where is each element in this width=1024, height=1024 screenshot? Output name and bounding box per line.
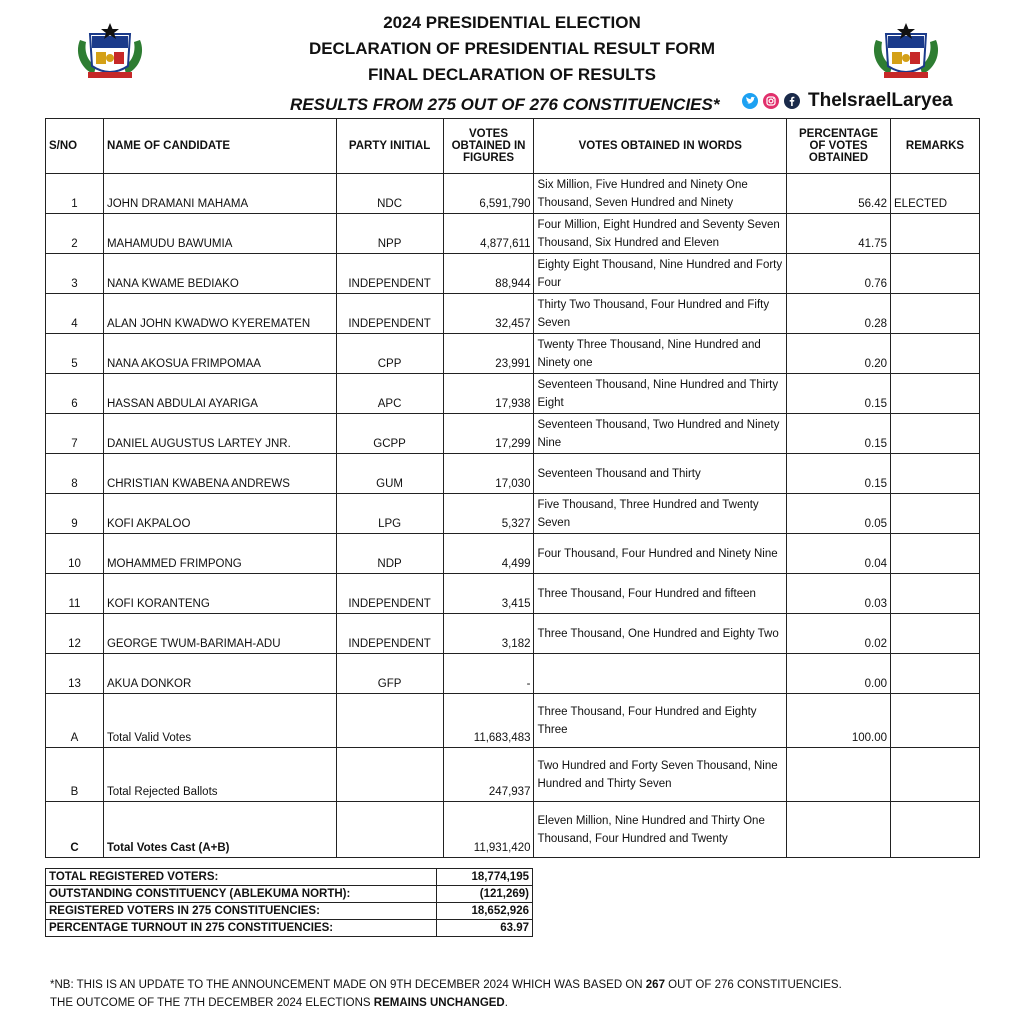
header-party-initial: PARTY INITIAL bbox=[336, 119, 443, 174]
table-row bbox=[46, 534, 980, 574]
table-row bbox=[46, 414, 980, 454]
cell-percentage: 0.03 bbox=[787, 574, 891, 614]
summary-row bbox=[46, 903, 533, 920]
cell-percentage: 0.00 bbox=[787, 654, 891, 694]
cell-sno: 12 bbox=[46, 614, 104, 654]
table-row bbox=[46, 374, 980, 414]
cell-candidate-name: MOHAMMED FRIMPONG bbox=[103, 534, 336, 574]
cell-candidate-name: NANA AKOSUA FRIMPOMAA bbox=[103, 334, 336, 374]
cell-votes-figures: 3,182 bbox=[443, 614, 534, 654]
cell-percentage: 41.75 bbox=[787, 214, 891, 254]
cell-percentage: 0.15 bbox=[787, 454, 891, 494]
cell-percentage: 56.42 bbox=[787, 174, 891, 214]
cell-votes-figures: 11,683,483 bbox=[443, 694, 534, 748]
cell-votes-words: Six Million, Five Hundred and Ninety One Thousand, Seven Hundred and Ninety bbox=[534, 174, 787, 214]
cell-candidate-name: ALAN JOHN KWADWO KYEREMATEN bbox=[103, 294, 336, 334]
form-header bbox=[0, 10, 1024, 88]
voter-summary-table bbox=[45, 868, 533, 937]
cell-votes-figures: 23,991 bbox=[443, 334, 534, 374]
cell-party: GCPP bbox=[336, 414, 443, 454]
cell-party: NPP bbox=[336, 214, 443, 254]
cell-remarks bbox=[891, 802, 980, 858]
summary-label: OUTSTANDING CONSTITUENCY (ABLEKUMA NORTH): bbox=[46, 886, 437, 903]
cell-votes-words: Eighty Eight Thousand, Nine Hundred and Forty Four bbox=[534, 254, 787, 294]
cell-votes-figures: 5,327 bbox=[443, 494, 534, 534]
cell-percentage bbox=[787, 802, 891, 858]
cell-votes-figures: 3,415 bbox=[443, 574, 534, 614]
cell-sno: 9 bbox=[46, 494, 104, 534]
totals-row bbox=[46, 748, 980, 802]
cell-candidate-name: DANIEL AUGUSTUS LARTEY JNR. bbox=[103, 414, 336, 454]
cell-candidate-name: AKUA DONKOR bbox=[103, 654, 336, 694]
cell-percentage: 0.02 bbox=[787, 614, 891, 654]
cell-remarks bbox=[891, 654, 980, 694]
cell-votes-words: Three Thousand, One Hundred and Eighty Two bbox=[534, 614, 787, 654]
title-line-3: FINAL DECLARATION OF RESULTS bbox=[367, 65, 657, 84]
cell-candidate-name: NANA KWAME BEDIAKO bbox=[103, 254, 336, 294]
cell-party: INDEPENDENT bbox=[336, 574, 443, 614]
cell-remarks: ELECTED bbox=[891, 174, 980, 214]
cell-votes-words: Four Thousand, Four Hundred and Ninety Nine bbox=[534, 534, 787, 574]
cell-party bbox=[336, 694, 443, 748]
cell-party: GUM bbox=[336, 454, 443, 494]
cell-votes-words: Seventeen Thousand, Two Hundred and Ninety Nine bbox=[534, 414, 787, 454]
cell-sno: B bbox=[46, 748, 104, 802]
table-row bbox=[46, 214, 980, 254]
cell-total-label: Total Rejected Ballots bbox=[103, 748, 336, 802]
social-handle-badge bbox=[742, 90, 953, 112]
cell-sno: 10 bbox=[46, 534, 104, 574]
cell-party bbox=[336, 748, 443, 802]
cell-votes-figures: 4,877,611 bbox=[443, 214, 534, 254]
cell-votes-figures: 6,591,790 bbox=[443, 174, 534, 214]
cell-remarks bbox=[891, 374, 980, 414]
table-row bbox=[46, 254, 980, 294]
totals-row bbox=[46, 694, 980, 748]
cell-votes-figures: 32,457 bbox=[443, 294, 534, 334]
cell-candidate-name: JOHN DRAMANI MAHAMA bbox=[103, 174, 336, 214]
title-line-2: DECLARATION OF PRESIDENTIAL RESULT FORM bbox=[308, 39, 716, 58]
cell-remarks bbox=[891, 494, 980, 534]
cell-sno: 3 bbox=[46, 254, 104, 294]
cell-total-label: Total Votes Cast (A+B) bbox=[103, 802, 336, 858]
cell-votes-words: Thirty Two Thousand, Four Hundred and Fifty Seven bbox=[534, 294, 787, 334]
cell-votes-words: Seventeen Thousand, Nine Hundred and Thirty Eight bbox=[534, 374, 787, 414]
cell-party: CPP bbox=[336, 334, 443, 374]
cell-votes-figures: 17,299 bbox=[443, 414, 534, 454]
results-table bbox=[45, 118, 980, 858]
cell-percentage: 0.28 bbox=[787, 294, 891, 334]
summary-row bbox=[46, 886, 533, 903]
cell-percentage bbox=[787, 748, 891, 802]
cell-party: INDEPENDENT bbox=[336, 614, 443, 654]
table-row bbox=[46, 574, 980, 614]
cell-votes-figures: - bbox=[443, 654, 534, 694]
summary-label: PERCENTAGE TURNOUT IN 275 CONSTITUENCIES: bbox=[46, 920, 437, 937]
cell-party: INDEPENDENT bbox=[336, 254, 443, 294]
cell-party: NDC bbox=[336, 174, 443, 214]
cell-party: NDP bbox=[336, 534, 443, 574]
cell-party: GFP bbox=[336, 654, 443, 694]
table-header-row bbox=[46, 119, 980, 174]
summary-label: TOTAL REGISTERED VOTERS: bbox=[46, 869, 437, 886]
cell-percentage: 100.00 bbox=[787, 694, 891, 748]
cell-total-label: Total Valid Votes bbox=[103, 694, 336, 748]
cell-sno: 4 bbox=[46, 294, 104, 334]
summary-value: 18,652,926 bbox=[437, 903, 533, 920]
cell-candidate-name: HASSAN ABDULAI AYARIGA bbox=[103, 374, 336, 414]
cell-remarks bbox=[891, 694, 980, 748]
summary-value: 63.97 bbox=[437, 920, 533, 937]
table-row bbox=[46, 654, 980, 694]
cell-sno: A bbox=[46, 694, 104, 748]
cell-party: APC bbox=[336, 374, 443, 414]
header-votes-words: VOTES OBTAINED IN WORDS bbox=[534, 119, 787, 174]
cell-candidate-name: MAHAMUDU BAWUMIA bbox=[103, 214, 336, 254]
cell-party: LPG bbox=[336, 494, 443, 534]
twitter-icon bbox=[742, 93, 758, 109]
cell-remarks bbox=[891, 414, 980, 454]
header-candidate-name: NAME OF CANDIDATE bbox=[103, 119, 336, 174]
cell-candidate-name: GEORGE TWUM-BARIMAH-ADU bbox=[103, 614, 336, 654]
cell-candidate-name: CHRISTIAN KWABENA ANDREWS bbox=[103, 454, 336, 494]
summary-row bbox=[46, 869, 533, 886]
cell-sno: 2 bbox=[46, 214, 104, 254]
cell-sno: 11 bbox=[46, 574, 104, 614]
title-line-1: 2024 PRESIDENTIAL ELECTION bbox=[383, 13, 641, 32]
cell-party bbox=[336, 802, 443, 858]
cell-percentage: 0.76 bbox=[787, 254, 891, 294]
footnote bbox=[50, 976, 842, 1012]
cell-votes-figures: 247,937 bbox=[443, 748, 534, 802]
table-row bbox=[46, 494, 980, 534]
header-sno: S/NO bbox=[46, 119, 104, 174]
header-remarks: REMARKS bbox=[891, 119, 980, 174]
table-row bbox=[46, 334, 980, 374]
cell-remarks bbox=[891, 614, 980, 654]
cell-candidate-name: KOFI KORANTENG bbox=[103, 574, 336, 614]
cell-remarks bbox=[891, 454, 980, 494]
cell-votes-words: Two Hundred and Forty Seven Thousand, Nine Hundred and Thirty Seven bbox=[534, 748, 787, 802]
cell-votes-words: Five Thousand, Three Hundred and Twenty Seven bbox=[534, 494, 787, 534]
footnote-line-1: *NB: THIS IS AN UPDATE TO THE ANNOUNCEMENT MADE ON 9TH DECEMBER 2024 WHICH WAS BASED ON 267 OUT OF 276 CONSTITUENCIES. bbox=[50, 979, 842, 991]
cell-remarks bbox=[891, 748, 980, 802]
cell-party: INDEPENDENT bbox=[336, 294, 443, 334]
cell-sno: 6 bbox=[46, 374, 104, 414]
cell-votes-figures: 17,030 bbox=[443, 454, 534, 494]
table-row bbox=[46, 174, 980, 214]
summary-value: 18,774,195 bbox=[437, 869, 533, 886]
cell-votes-words: Three Thousand, Four Hundred and fifteen bbox=[534, 574, 787, 614]
cell-votes-words: Seventeen Thousand and Thirty bbox=[534, 454, 787, 494]
results-subtitle: RESULTS FROM 275 OUT OF 276 CONSTITUENCIES* bbox=[290, 95, 720, 114]
cell-votes-figures: 11,931,420 bbox=[443, 802, 534, 858]
header-votes-figures: VOTES OBTAINED IN FIGURES bbox=[443, 119, 534, 174]
table-row bbox=[46, 294, 980, 334]
instagram-icon bbox=[763, 93, 779, 109]
cell-sno: 5 bbox=[46, 334, 104, 374]
cell-remarks bbox=[891, 294, 980, 334]
cell-votes-words: Eleven Million, Nine Hundred and Thirty One Thousand, Four Hundred and Twenty bbox=[534, 802, 787, 858]
cell-votes-words: Three Thousand, Four Hundred and Eighty Three bbox=[534, 694, 787, 748]
social-handle-text: TheIsraelLaryea bbox=[808, 90, 953, 111]
cell-votes-figures: 4,499 bbox=[443, 534, 534, 574]
cell-percentage: 0.04 bbox=[787, 534, 891, 574]
cell-remarks bbox=[891, 534, 980, 574]
summary-label: REGISTERED VOTERS IN 275 CONSTITUENCIES: bbox=[46, 903, 437, 920]
cell-percentage: 0.15 bbox=[787, 414, 891, 454]
cell-votes-words: Four Million, Eight Hundred and Seventy Seven Thousand, Six Hundred and Eleven bbox=[534, 214, 787, 254]
cell-votes-figures: 88,944 bbox=[443, 254, 534, 294]
header-percentage: PERCENTAGE OF VOTES OBTAINED bbox=[787, 119, 891, 174]
cell-sno: 8 bbox=[46, 454, 104, 494]
facebook-icon bbox=[784, 93, 800, 109]
cell-percentage: 0.15 bbox=[787, 374, 891, 414]
cell-candidate-name: KOFI AKPALOO bbox=[103, 494, 336, 534]
table-row bbox=[46, 614, 980, 654]
summary-row bbox=[46, 920, 533, 937]
cell-remarks bbox=[891, 214, 980, 254]
cell-votes-words bbox=[534, 654, 787, 694]
table-row bbox=[46, 454, 980, 494]
cell-remarks bbox=[891, 254, 980, 294]
cell-remarks bbox=[891, 574, 980, 614]
cell-percentage: 0.20 bbox=[787, 334, 891, 374]
cell-sno: 13 bbox=[46, 654, 104, 694]
footnote-line-2: THE OUTCOME OF THE 7TH DECEMBER 2024 ELECTIONS REMAINS UNCHANGED. bbox=[50, 997, 508, 1009]
cell-sno: 1 bbox=[46, 174, 104, 214]
totals-row bbox=[46, 802, 980, 858]
cell-sno: 7 bbox=[46, 414, 104, 454]
cell-votes-words: Twenty Three Thousand, Nine Hundred and Ninety one bbox=[534, 334, 787, 374]
cell-sno: C bbox=[46, 802, 104, 858]
cell-votes-figures: 17,938 bbox=[443, 374, 534, 414]
cell-percentage: 0.05 bbox=[787, 494, 891, 534]
summary-value: (121,269) bbox=[437, 886, 533, 903]
cell-remarks bbox=[891, 334, 980, 374]
